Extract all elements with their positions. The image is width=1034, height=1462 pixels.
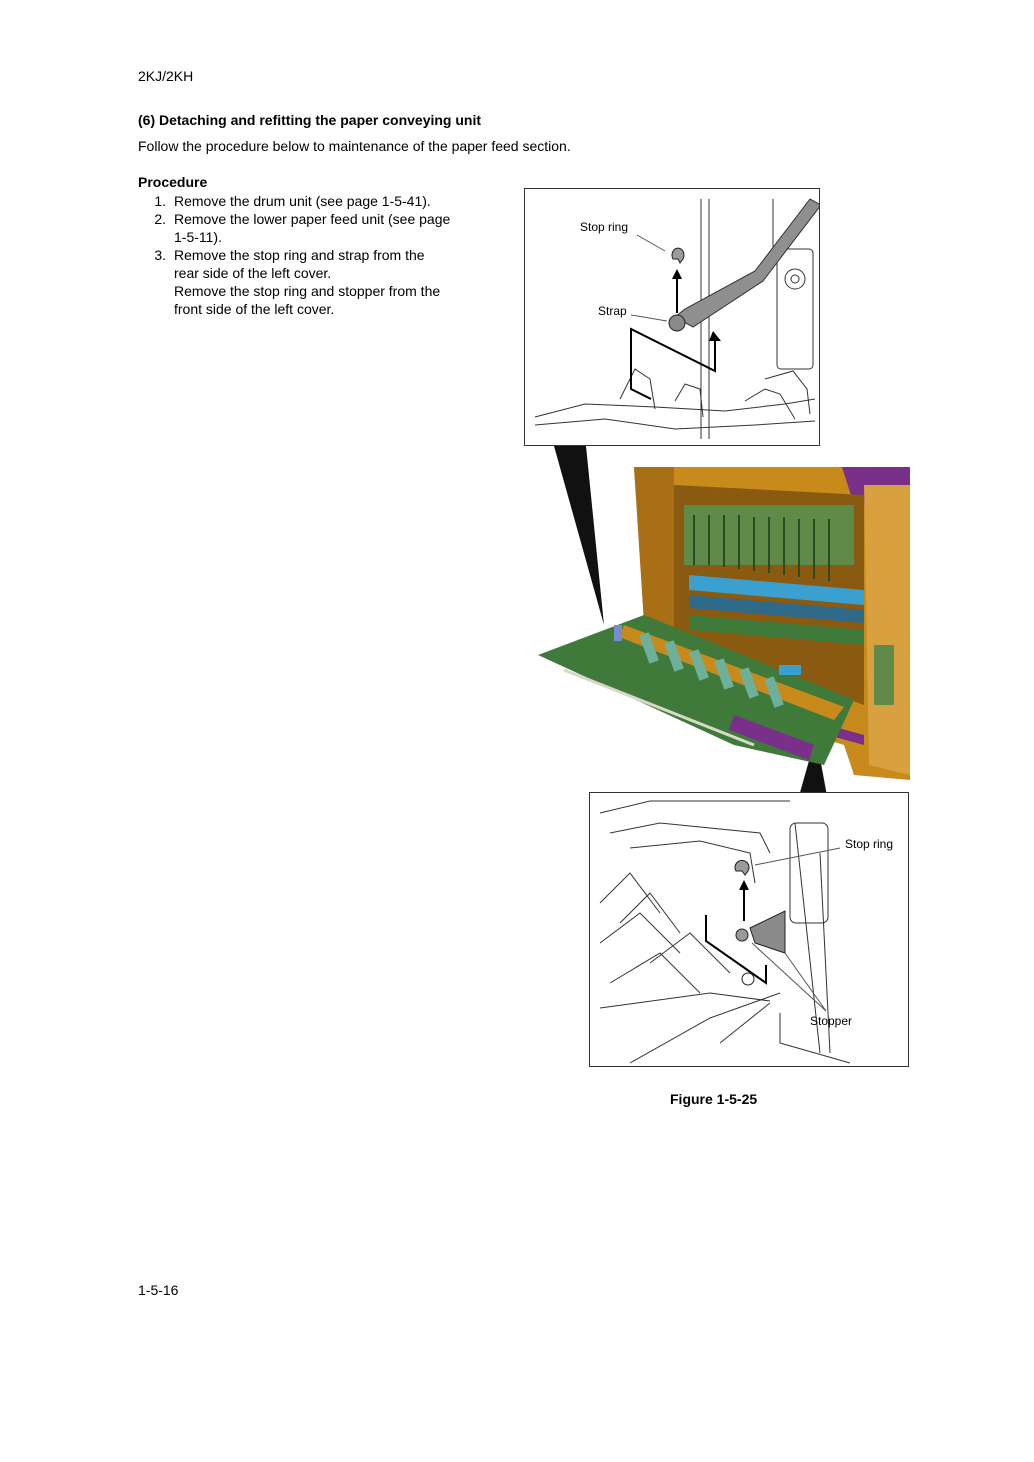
stop-ring-icon xyxy=(672,248,684,263)
detail-top-box xyxy=(524,188,820,446)
right-board xyxy=(874,645,894,705)
section-title: (6) Detaching and refitting the paper conveying unit xyxy=(138,112,482,128)
blue-part xyxy=(779,665,801,675)
strap-pin xyxy=(669,315,685,331)
detail-bottom-drawing xyxy=(590,793,909,1067)
leader-stop-ring xyxy=(637,235,665,251)
step-line: Remove the lower paper feed unit (see page xyxy=(174,211,451,227)
step-text xyxy=(174,246,478,318)
label-stop-ring: Stop ring xyxy=(580,220,629,234)
leader-stopper-a xyxy=(785,953,826,1011)
step-line: Remove the drum unit (see page 1-5-41). xyxy=(174,193,431,209)
intro-text: Follow the procedure below to maintenance of the paper feed section. xyxy=(138,138,571,154)
detail-top-drawing xyxy=(525,189,820,446)
step-line: Remove the stop ring and stopper from the xyxy=(174,283,441,299)
step-line: front side of the left cover. xyxy=(174,301,335,317)
procedure-heading: Procedure xyxy=(138,174,208,190)
removal-arrow-head xyxy=(709,331,721,341)
leader-stopper-b xyxy=(752,943,826,1011)
detail-bottom-box xyxy=(589,792,909,1067)
up-arrow-head xyxy=(672,269,682,279)
model-code: 2KJ/2KH xyxy=(138,68,194,84)
stop-ring-icon xyxy=(735,860,749,875)
stopper-body xyxy=(750,911,785,953)
machine-drawing xyxy=(524,445,910,795)
right-cover xyxy=(864,485,910,775)
procedure-steps xyxy=(138,192,478,318)
stopper-pin xyxy=(736,929,748,941)
step-text xyxy=(174,210,478,246)
leader-strap xyxy=(631,315,667,321)
step-line: Remove the stop ring and strap from the xyxy=(174,247,425,263)
label-stop-ring: Stop ring xyxy=(845,837,894,851)
step-number: 2. xyxy=(154,211,166,227)
step-number: 3. xyxy=(154,247,166,263)
procedure-step-2 xyxy=(138,210,478,246)
machine-illustration xyxy=(524,445,910,795)
step-number: 1. xyxy=(154,193,166,209)
procedure-step-3 xyxy=(138,246,478,318)
label-strap: Strap xyxy=(598,304,627,318)
page-number: 1-5-16 xyxy=(138,1282,179,1298)
up-arrow-head xyxy=(739,880,749,890)
removal-path xyxy=(631,329,715,399)
figure-caption: Figure 1-5-25 xyxy=(670,1091,758,1107)
hinge-left xyxy=(614,625,622,641)
strap-arm xyxy=(675,199,820,327)
hinge-hole xyxy=(742,973,754,985)
step-line: rear side of the left cover. xyxy=(174,265,332,281)
step-line: 1-5-11). xyxy=(174,229,222,245)
label-stopper: Stopper xyxy=(810,1014,853,1028)
procedure-step-1 xyxy=(138,192,478,210)
step-text xyxy=(174,192,478,210)
